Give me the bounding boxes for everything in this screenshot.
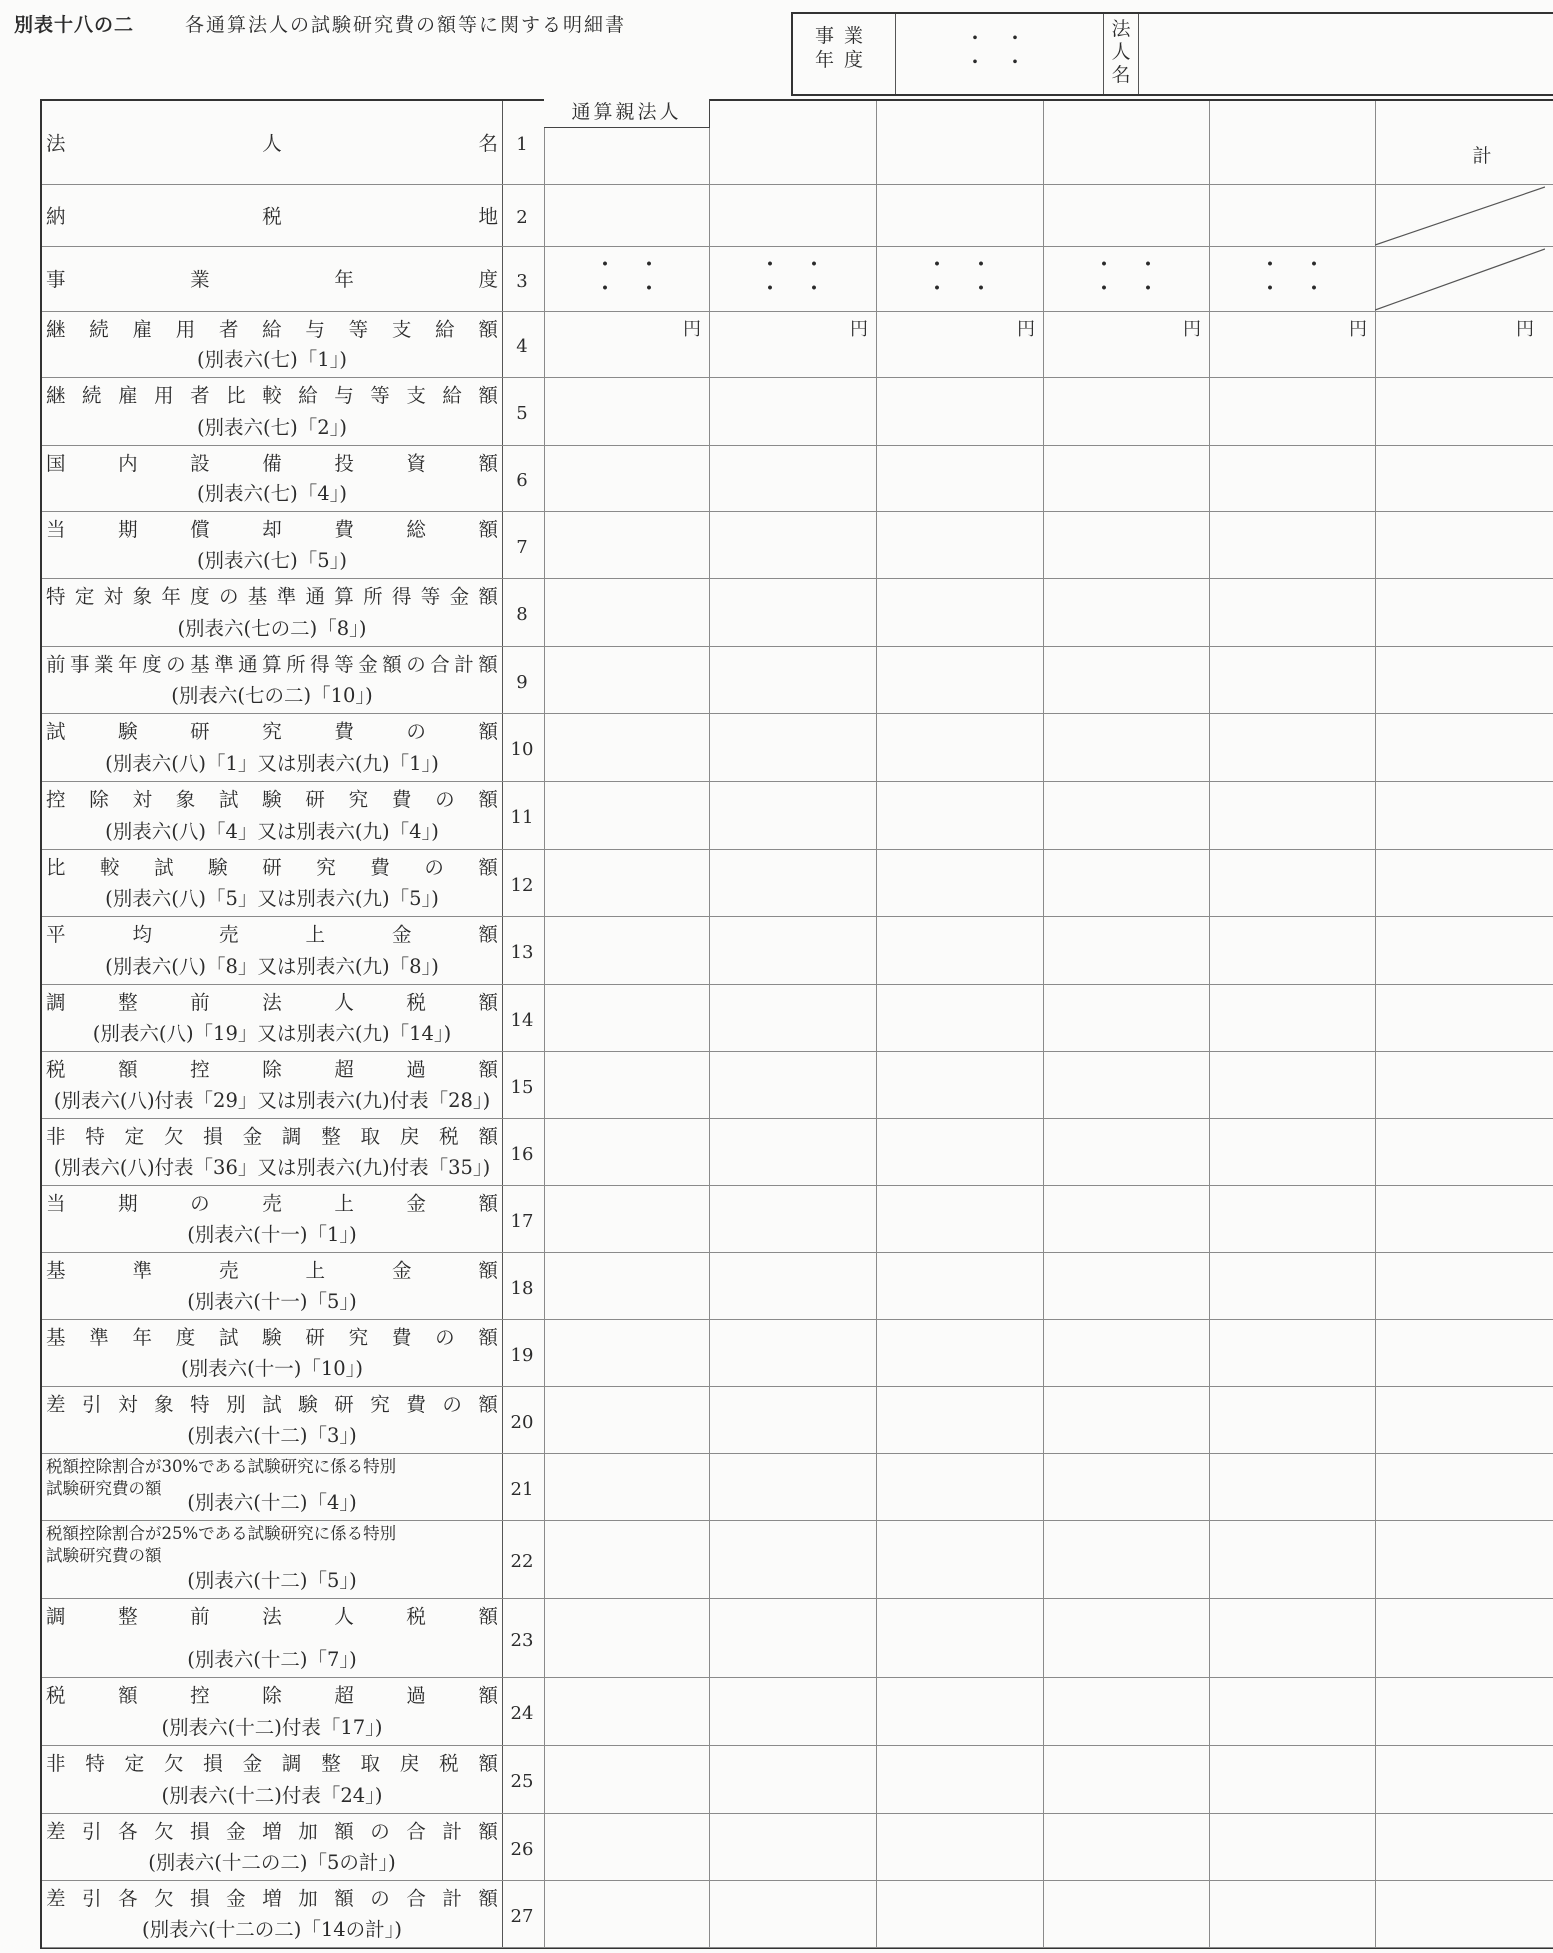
value-cell[interactable] <box>709 512 876 578</box>
row-reference: (別表六(八)「5」又は別表六(九)「5」) <box>105 887 439 910</box>
value-cell[interactable] <box>709 1253 876 1319</box>
row-label-2: 試験研究費の額 <box>46 1546 162 1565</box>
value-cell[interactable] <box>1043 1320 1209 1386</box>
diagonal-slash <box>1375 185 1545 247</box>
total-cell[interactable] <box>1375 714 1542 781</box>
value-cell[interactable] <box>876 714 1043 781</box>
total-cell[interactable] <box>1375 1814 1542 1880</box>
row-label: 差 引 各 欠 損 金 増 加 額 の 合 計 額 <box>46 1820 498 1843</box>
table-row <box>42 714 1553 782</box>
value-cell[interactable] <box>1043 647 1209 713</box>
value-cell[interactable] <box>544 1814 709 1880</box>
value-cell[interactable] <box>544 1881 709 1947</box>
row-number: 3 <box>516 270 528 292</box>
fiscal-year-label-2: 年度 <box>815 49 874 71</box>
value-cell[interactable] <box>1043 1119 1209 1185</box>
total-cell[interactable] <box>1375 985 1542 1051</box>
total-cell[interactable] <box>1375 1052 1542 1118</box>
corp-name-label-2: 人 <box>1111 41 1131 63</box>
detail-table <box>40 99 1553 1949</box>
value-cell[interactable] <box>876 446 1043 511</box>
row-reference: (別表六(十二)付表「24」) <box>161 1784 383 1807</box>
fiscal-year-from[interactable]: ・ ・ <box>965 26 1025 50</box>
row-reference: (別表六(十二の二)「14の計」) <box>142 1918 402 1941</box>
table-row <box>42 446 1553 512</box>
row-number: 22 <box>510 1551 534 1572</box>
value-cell[interactable] <box>1209 782 1375 849</box>
value-cell[interactable] <box>544 378 709 445</box>
total-cell[interactable] <box>1375 1186 1542 1252</box>
row-number: 4 <box>516 336 528 357</box>
row-label: 法 人 名 <box>46 131 498 155</box>
row-number: 11 <box>510 807 534 828</box>
value-cell[interactable] <box>876 1186 1043 1252</box>
row-number: 1 <box>516 134 528 155</box>
value-cell[interactable] <box>1043 1186 1209 1252</box>
row-label: 差 引 各 欠 損 金 増 加 額 の 合 計 額 <box>46 1887 498 1910</box>
total-cell[interactable] <box>1375 1599 1542 1677</box>
row-reference: (別表六(八)「1」又は別表六(九)「1」) <box>105 752 439 775</box>
value-cell[interactable] <box>876 1320 1043 1386</box>
value-cell[interactable] <box>1043 101 1209 184</box>
value-cell[interactable] <box>544 1119 709 1185</box>
row-number: 19 <box>510 1344 534 1366</box>
form-title: 各通算法人の試験研究費の額等に関する明細書 <box>185 14 627 36</box>
fiscal-year-to[interactable]: ・ ・ <box>965 50 1025 74</box>
total-header: 計 <box>1472 145 1492 167</box>
value-cell[interactable] <box>1209 1253 1375 1319</box>
value-cell[interactable] <box>876 1678 1043 1745</box>
yen-unit: 円 <box>1183 319 1201 340</box>
value-cell[interactable] <box>876 512 1043 578</box>
row-reference: (別表六(十二)「3」) <box>187 1424 357 1447</box>
value-cell[interactable] <box>709 985 876 1051</box>
value-cell[interactable] <box>876 1052 1043 1118</box>
value-cell[interactable] <box>544 579 709 646</box>
value-cell[interactable] <box>1209 378 1375 445</box>
row-label: 継 続 雇 用 者 給 与 等 支 給 額 <box>46 318 498 341</box>
value-cell[interactable] <box>876 1599 1043 1677</box>
row-label: 当 期 償 却 費 総 額 <box>46 518 498 541</box>
row-label: 特 定 対 象 年 度 の 基 準 通 算 所 得 等 金 額 <box>46 585 498 608</box>
fiscal-year-dots: ・ ・ <box>1259 253 1326 278</box>
value-cell[interactable] <box>1043 985 1209 1051</box>
table-row <box>42 782 1553 850</box>
value-cell[interactable] <box>1209 185 1375 246</box>
value-cell[interactable] <box>1209 850 1375 916</box>
row-number: 18 <box>510 1277 534 1299</box>
value-cell[interactable] <box>1043 1052 1209 1118</box>
row-label: 税額控除割合が25%である試験研究に係る特別 <box>46 1524 397 1543</box>
value-cell[interactable] <box>544 917 709 984</box>
table-row <box>42 1881 1553 1948</box>
total-cell[interactable] <box>1375 512 1542 578</box>
value-cell[interactable] <box>544 446 709 511</box>
value-cell[interactable] <box>1209 579 1375 646</box>
value-cell[interactable] <box>1043 512 1209 578</box>
total-cell[interactable] <box>1375 378 1542 445</box>
value-cell[interactable] <box>709 185 876 246</box>
table-row <box>42 1521 1553 1599</box>
row-number: 26 <box>510 1838 534 1860</box>
row-label: 基 準 年 度 試 験 研 究 費 の 額 <box>46 1326 498 1349</box>
value-cell[interactable] <box>544 850 709 916</box>
row-label: 基 準 売 上 金 額 <box>46 1259 498 1282</box>
value-cell[interactable] <box>1043 185 1209 246</box>
total-cell[interactable] <box>1375 782 1542 849</box>
value-cell[interactable] <box>1043 1814 1209 1880</box>
value-cell[interactable] <box>544 1186 709 1252</box>
value-cell[interactable] <box>1043 1521 1209 1598</box>
row-number: 17 <box>510 1210 534 1232</box>
fiscal-year-dots: ・ ・ <box>594 277 661 302</box>
value-cell[interactable] <box>876 985 1043 1051</box>
row-label: 税額控除割合が30%である試験研究に係る特別 <box>46 1457 397 1476</box>
value-cell[interactable] <box>709 917 876 984</box>
total-cell[interactable] <box>1375 1387 1542 1453</box>
fiscal-year-dots: ・ ・ <box>759 253 826 278</box>
yen-unit: 円 <box>1017 319 1035 340</box>
total-cell[interactable] <box>1375 1253 1542 1319</box>
table-row <box>42 579 1553 647</box>
row-number: 23 <box>510 1629 534 1651</box>
row-number: 21 <box>510 1478 534 1500</box>
row-label: 税 額 控 除 超 過 額 <box>46 1058 498 1081</box>
row-label: 試 験 研 究 費 の 額 <box>46 720 498 743</box>
table-row <box>42 985 1553 1052</box>
value-cell[interactable] <box>876 1253 1043 1319</box>
table-row <box>42 378 1553 446</box>
value-cell[interactable] <box>544 1746 709 1813</box>
row-number: 14 <box>510 1009 534 1031</box>
value-cell[interactable] <box>709 579 876 646</box>
total-cell[interactable] <box>1375 1521 1542 1598</box>
value-cell[interactable] <box>709 1881 876 1947</box>
value-cell[interactable] <box>876 185 1043 246</box>
row-reference: (別表六(十二)「5」) <box>187 1569 357 1592</box>
row-label: 調 整 前 法 人 税 額 <box>46 991 498 1014</box>
value-cell[interactable] <box>1209 647 1375 713</box>
row-label: 事 業 年 度 <box>46 268 498 291</box>
fiscal-year-dots: ・ ・ <box>926 253 993 278</box>
value-cell[interactable] <box>1209 101 1375 184</box>
value-cell[interactable] <box>709 378 876 445</box>
value-cell[interactable] <box>1209 1599 1375 1677</box>
value-cell[interactable] <box>1209 1814 1375 1880</box>
value-cell[interactable] <box>876 378 1043 445</box>
value-cell[interactable] <box>544 1387 709 1453</box>
value-cell[interactable] <box>1209 1746 1375 1813</box>
total-cell[interactable] <box>1375 446 1542 511</box>
value-cell[interactable] <box>544 185 709 246</box>
row-number: 5 <box>516 403 528 424</box>
row-label: 非 特 定 欠 損 金 調 整 取 戻 税 額 <box>46 1125 498 1148</box>
value-cell[interactable] <box>1209 1454 1375 1520</box>
value-cell[interactable] <box>1209 1678 1375 1745</box>
row-reference: (別表六(十二)「7」) <box>187 1648 357 1671</box>
row-number: 8 <box>516 604 528 625</box>
row-number: 20 <box>510 1411 534 1433</box>
value-cell[interactable] <box>1043 714 1209 781</box>
row-reference: (別表六(七)「2」) <box>196 416 348 439</box>
value-cell[interactable] <box>709 1599 876 1677</box>
value-cell[interactable] <box>1043 850 1209 916</box>
table-row <box>42 850 1553 917</box>
row-reference: (別表六(十一)「10」) <box>181 1357 363 1380</box>
row-reference: (別表六(八)付表「29」又は別表六(九)付表「28」) <box>53 1089 491 1112</box>
total-cell[interactable] <box>1375 1746 1542 1813</box>
value-cell[interactable] <box>876 1814 1043 1880</box>
row-label: 継 続 雇 用 者 比 較 給 与 等 支 給 額 <box>46 384 498 407</box>
row-reference: (別表六(七)「1」) <box>196 348 348 371</box>
table-row <box>42 1454 1553 1521</box>
row-reference: (別表六(十二の二)「5の計」) <box>148 1851 396 1874</box>
value-cell[interactable] <box>709 850 876 916</box>
table-row <box>42 917 1553 985</box>
table-row <box>42 647 1553 714</box>
value-cell[interactable] <box>1043 378 1209 445</box>
fiscal-year-dots: ・ ・ <box>594 253 661 278</box>
value-cell[interactable] <box>544 985 709 1051</box>
table-row <box>42 1320 1553 1387</box>
row-number: 6 <box>516 470 528 491</box>
value-cell[interactable] <box>1043 579 1209 646</box>
value-cell[interactable] <box>1209 1881 1375 1947</box>
value-cell[interactable] <box>876 1387 1043 1453</box>
value-cell[interactable] <box>1043 1253 1209 1319</box>
total-cell[interactable] <box>1375 850 1542 916</box>
table-row <box>42 1387 1553 1454</box>
value-cell[interactable] <box>544 714 709 781</box>
row-label: 当 期 の 売 上 金 額 <box>46 1192 498 1215</box>
row-number: 24 <box>510 1703 534 1724</box>
row-label: 差 引 対 象 特 別 試 験 研 究 費 の 額 <box>46 1393 498 1416</box>
total-cell[interactable] <box>1375 1454 1542 1520</box>
row-reference: (別表六(十二)「4」) <box>187 1491 357 1514</box>
value-cell[interactable] <box>876 101 1043 184</box>
value-cell[interactable] <box>544 1521 709 1598</box>
row-number: 10 <box>510 739 534 760</box>
row-number: 15 <box>510 1076 534 1098</box>
value-cell[interactable] <box>709 1454 876 1520</box>
row-number: 13 <box>510 942 534 963</box>
value-cell[interactable] <box>1043 917 1209 984</box>
row-label: 税 額 控 除 超 過 額 <box>46 1684 498 1707</box>
table-row <box>42 101 1553 185</box>
row-label: 平 均 売 上 金 額 <box>46 923 498 946</box>
value-cell[interactable] <box>709 1678 876 1745</box>
value-cell[interactable] <box>876 850 1043 916</box>
table-row <box>42 312 1553 378</box>
value-cell[interactable] <box>1209 1119 1375 1185</box>
row-number: 7 <box>516 536 528 558</box>
value-cell[interactable] <box>1043 782 1209 849</box>
value-cell[interactable] <box>1209 1387 1375 1453</box>
fiscal-year-dots: ・ ・ <box>759 277 826 302</box>
row-reference: (別表六(八)付表「36」又は別表六(九)付表「35」) <box>53 1156 491 1179</box>
value-cell[interactable] <box>876 1119 1043 1185</box>
value-cell[interactable] <box>544 1320 709 1386</box>
row-number: 27 <box>510 1905 534 1927</box>
value-cell[interactable] <box>876 782 1043 849</box>
total-cell[interactable] <box>1375 917 1542 984</box>
value-cell[interactable] <box>1043 1454 1209 1520</box>
row-reference: (別表六(七の二)「10」) <box>171 684 373 707</box>
table-row <box>42 1678 1553 1746</box>
value-cell[interactable] <box>1209 714 1375 781</box>
value-cell[interactable] <box>709 647 876 713</box>
value-cell[interactable] <box>709 1119 876 1185</box>
value-cell[interactable] <box>876 647 1043 713</box>
value-cell[interactable] <box>876 579 1043 646</box>
total-cell[interactable] <box>1375 1320 1542 1386</box>
fiscal-year-dots: ・ ・ <box>1093 253 1160 278</box>
row-reference: (別表六(八)「4」又は別表六(九)「4」) <box>105 820 439 843</box>
value-cell[interactable] <box>709 101 876 184</box>
value-cell[interactable] <box>709 1186 876 1252</box>
row-reference: (別表六(八)「8」又は別表六(九)「8」) <box>105 955 439 978</box>
value-cell[interactable] <box>876 1454 1043 1520</box>
row-number: 2 <box>516 207 528 228</box>
value-cell[interactable] <box>876 1881 1043 1947</box>
fiscal-year-dots: ・ ・ <box>926 277 993 302</box>
row-label: 前 事 業 年 度 の 基 準 通 算 所 得 等 金 額 の 合 計 額 <box>46 653 498 676</box>
corp-name-label-3: 名 <box>1111 64 1131 86</box>
value-cell[interactable] <box>1209 1320 1375 1386</box>
value-cell[interactable] <box>1209 446 1375 511</box>
value-cell[interactable] <box>544 512 709 578</box>
value-cell[interactable] <box>709 1320 876 1386</box>
row-number: 16 <box>510 1143 534 1165</box>
table-row <box>42 512 1553 579</box>
row-label: 控 除 対 象 試 験 研 究 費 の 額 <box>46 788 498 811</box>
fiscal-year-dots: ・ ・ <box>1093 277 1160 302</box>
value-cell[interactable] <box>709 782 876 849</box>
value-cell[interactable] <box>544 1599 709 1677</box>
value-cell[interactable] <box>544 1253 709 1319</box>
row-number: 12 <box>510 874 534 896</box>
value-cell[interactable] <box>1209 985 1375 1051</box>
value-cell[interactable] <box>1043 1881 1209 1947</box>
table-row <box>42 1814 1553 1881</box>
value-cell[interactable] <box>709 1814 876 1880</box>
row-reference: (別表六(七)「4」) <box>196 482 348 505</box>
header-box <box>791 12 1553 96</box>
yen-unit: 円 <box>850 319 868 340</box>
table-row <box>42 1599 1553 1678</box>
total-cell[interactable] <box>1375 1678 1542 1745</box>
value-cell[interactable] <box>544 1678 709 1745</box>
total-cell[interactable] <box>1375 579 1542 646</box>
table-row <box>42 1186 1553 1253</box>
value-cell[interactable] <box>1043 1678 1209 1745</box>
parent-corp-header: 通算親法人 <box>544 99 710 128</box>
value-cell[interactable] <box>709 1052 876 1118</box>
value-cell[interactable] <box>876 1521 1043 1598</box>
fiscal-year-dots: ・ ・ <box>1259 277 1326 302</box>
row-label: 比 較 試 験 研 究 費 の 額 <box>46 856 498 879</box>
row-label-2: 試験研究費の額 <box>46 1479 162 1498</box>
corp-name-label-1: 法 <box>1111 18 1131 40</box>
value-cell[interactable] <box>709 1387 876 1453</box>
value-cell[interactable] <box>544 782 709 849</box>
value-cell[interactable] <box>544 1052 709 1118</box>
value-cell[interactable] <box>709 446 876 511</box>
row-reference: (別表六(十二)付表「17」) <box>161 1716 383 1739</box>
value-cell[interactable] <box>544 647 709 713</box>
yen-unit: 円 <box>1349 319 1367 340</box>
table-row <box>42 1746 1553 1814</box>
total-cell[interactable] <box>1375 1881 1542 1947</box>
value-cell[interactable] <box>709 1746 876 1813</box>
row-number: 25 <box>510 1771 534 1792</box>
row-reference: (別表六(十一)「1」) <box>187 1223 357 1246</box>
value-cell[interactable] <box>1209 512 1375 578</box>
value-cell[interactable] <box>876 1746 1043 1813</box>
value-cell[interactable] <box>1209 1052 1375 1118</box>
value-cell[interactable] <box>1209 1521 1375 1598</box>
value-cell[interactable] <box>1043 1599 1209 1677</box>
row-label: 国 内 設 備 投 資 額 <box>46 452 498 475</box>
value-cell[interactable] <box>1209 1186 1375 1252</box>
table-row <box>42 1119 1553 1186</box>
yen-unit: 円 <box>1516 319 1534 340</box>
value-cell[interactable] <box>709 1521 876 1598</box>
value-cell[interactable] <box>1043 446 1209 511</box>
table-row <box>42 247 1553 312</box>
value-cell[interactable] <box>1043 1746 1209 1813</box>
corp-name-input[interactable] <box>1143 16 1553 92</box>
fiscal-year-label-1: 事業 <box>815 25 874 47</box>
value-cell[interactable] <box>544 1454 709 1520</box>
row-reference: (別表六(十一)「5」) <box>187 1290 357 1313</box>
diagonal-slash <box>1375 247 1545 312</box>
row-number: 9 <box>516 671 528 693</box>
value-cell[interactable] <box>1209 917 1375 984</box>
row-reference: (別表六(七の二)「8」) <box>177 617 367 640</box>
row-label: 納 税 地 <box>46 204 498 228</box>
row-reference: (別表六(八)「19」又は別表六(九)「14」) <box>92 1022 452 1045</box>
table-row <box>42 1052 1553 1119</box>
yen-unit: 円 <box>683 319 701 340</box>
total-cell[interactable] <box>1375 647 1542 713</box>
value-cell[interactable] <box>876 917 1043 984</box>
form-code: 別表十八の二 <box>14 14 135 36</box>
row-label: 調 整 前 法 人 税 額 <box>46 1605 498 1628</box>
value-cell[interactable] <box>1043 1387 1209 1453</box>
table-row <box>42 1253 1553 1320</box>
table-row <box>42 185 1553 247</box>
row-reference: (別表六(七)「5」) <box>196 549 348 572</box>
value-cell[interactable] <box>709 714 876 781</box>
total-cell[interactable] <box>1375 1119 1542 1185</box>
row-label: 非 特 定 欠 損 金 調 整 取 戻 税 額 <box>46 1752 498 1775</box>
